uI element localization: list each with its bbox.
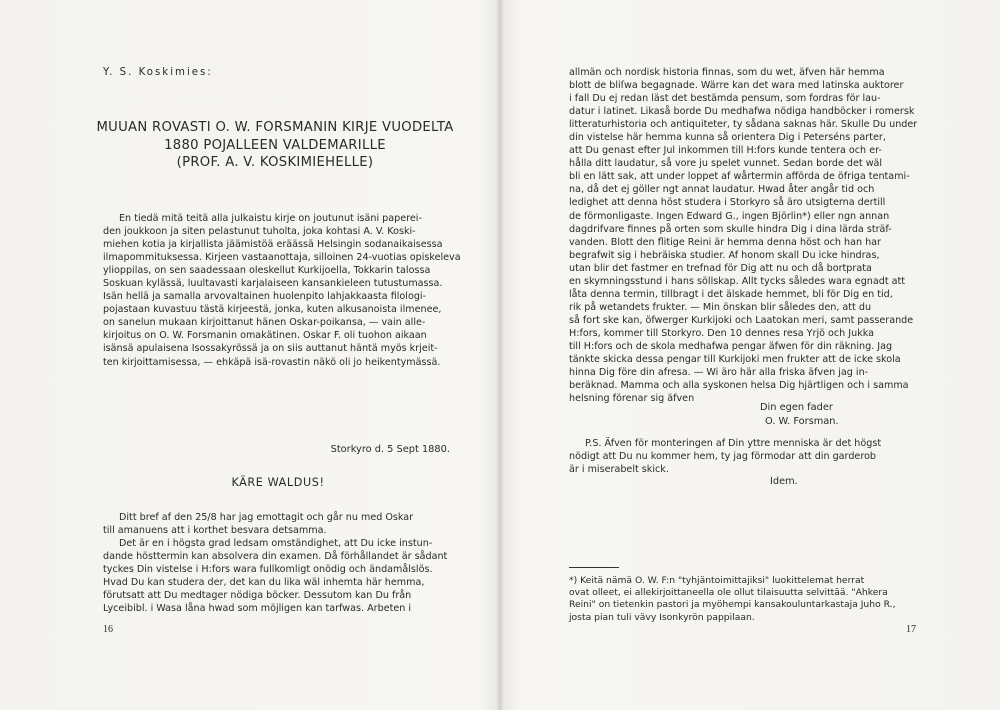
idem-sign: Idem. <box>770 476 798 487</box>
letter-line: hinna Dig före din afresa. — Wi äro här alla friska äfven jag in- <box>569 367 869 379</box>
signature-line-1: Din egen fader <box>760 402 833 413</box>
letter-line: na, då det ej göller ngt annat laudatur. Hwad åter angår tid och <box>569 184 875 196</box>
intro-line: ten kirjoittamisessa, — ehkäpä isä-rovastin näkö oli jo heikentymässä. <box>103 356 441 368</box>
letter-line: din vistelse här hemma kunna så orientera Dig i Peterséns parter, <box>569 132 886 144</box>
page-number-right: 17 <box>906 624 916 635</box>
letter-line: hålla ditt laudatur, så vore ju spelet vunnet. Sedan borde det wäl <box>569 158 883 170</box>
place-date: Storkyro d. 5 Sept 1880. <box>330 444 450 455</box>
title-line-3: (PROF. A. V. KOSKIMIEHELLE) <box>176 155 374 170</box>
letter-line: begrafwit sig i hebräiska studier. Af honom skall Du icke hindras, <box>569 249 880 261</box>
letter-line: rik på wetandets frukter. — Min önskan blir således den, att du <box>569 301 872 313</box>
salutation: KÄRE WALDUS! <box>231 476 325 489</box>
footnote-line: josta pian tuli vävy Isonkyrön pappilaan. <box>569 611 755 623</box>
intro-line: En tiedä mitä teitä alla julkaistu kirje on joutunut isäni paperei- <box>119 213 422 224</box>
letter-line: i fall Du ej redan läst det bestämda pensum, som fordras för lau- <box>569 93 881 105</box>
intro-line: kirjoitus on O. W. Forsmanin omakätinen. Oskar F. oli tuohon aikaan <box>103 330 427 342</box>
intro-line: ilmapommituksessa. Kirjeen vastaanottaja, silloinen 24-vuotias opiskeleva <box>103 252 461 264</box>
letter-line: datur i latinet. Likaså borde Du medhafwa nödiga handböcker i romersk <box>569 106 915 118</box>
intro-line: den joukkoon ja siten pelastunut tuholta, joka kohtasi A. V. Koski- <box>103 226 416 238</box>
letter-line: att Du genast efter Jul inkommen till H:fors kunde tentera och er- <box>569 145 882 157</box>
author-line: Y. S. Koskimies: <box>103 67 213 78</box>
letter-line: tyckes Din vistelse i H:fors wara fullkomligt onödig och ändamålslös. <box>103 564 433 576</box>
right-page <box>500 0 1000 710</box>
title-line-1: MUUAN ROVASTI O. W. FORSMANIN KIRJE VUODELTA <box>96 120 454 135</box>
page-number-left: 16 <box>103 624 113 635</box>
letter-line: de förmonligaste. Ingen Edward G., ingen Björlin*) eller ngn annan <box>569 210 890 222</box>
letter-line: till amanuens att i korthet besvara detsamma. <box>103 525 327 537</box>
letter-body-start <box>103 511 453 615</box>
letter-line: vanden. Blott den flitige Reini är hemma denna höst och han har <box>569 236 881 248</box>
intro-line: Isän hellä ja samalla arvovaltainen huolenpito lahjakkaasta filologi- <box>103 291 427 303</box>
letter-line: ledighet att denna höst studera i Storkyro så äro utsigterna dertill <box>569 197 886 209</box>
title-line-2: 1880 POJALLEEN VALDEMARILLE <box>164 137 386 153</box>
signature-line-2: O. W. Forsman. <box>765 416 839 427</box>
intro-line: pojastaan kuvastuu tästä kirjeestä, jonka, kuten alkusanoista ilmenee, <box>103 304 442 316</box>
footnote-line: Reini" on tietenkin pastori ja myöhempi kansakouluntarkastaja Juho R., <box>569 599 896 611</box>
letter-line: dande hösttermin kan absolvera din examen. Då förhållandet är sådant <box>103 551 448 563</box>
letter-line: Lyceibibl. i Wasa låna hwad som möjligen kan tarfwas. Arbeten i <box>103 603 412 615</box>
intro-line: Soskuan kylässä, luultavasti karjalaiseen kansankieleen tutustumassa. <box>103 278 443 290</box>
signature-block <box>600 401 930 429</box>
footnote <box>569 575 924 624</box>
letter-line: tänkte skicka dessa pengar till Kurkijoki men frukter att de icke skola <box>569 354 901 366</box>
letter-line: bli en lätt sak, att under loppet af wårtermin afförda de öfriga tentami- <box>569 171 910 183</box>
letter-body-continued <box>569 66 924 405</box>
letter-line: beräknad. Mamma och alla syskonen helsa Dig hjärtligen och i samma <box>569 380 909 392</box>
intro-line: miehen kotia ja kirjallista jäämistöä eräässä Helsingin sodanaikaisessa <box>103 239 443 251</box>
letter-line: en skymningsstund i hans söllskap. Allt tycks således wara egnadt att <box>569 275 906 287</box>
letter-line: utan blir det fastmer en trefnad för Dig att nu och då bortprata <box>569 262 872 274</box>
footnote-line: ovat olleet, ei allekirjoittaneella ole ollut tilaisuutta selvittää. "Ahkera <box>569 587 888 599</box>
intro-paragraph <box>103 212 461 369</box>
letter-line: så fort ske kan, öfwerger Kurkijoki och Laatokan meri, samt passerande <box>569 314 914 326</box>
letter-line: till H:fors och de skola medhafwa pengar äfwen för din räkning. Jag <box>569 340 893 352</box>
bleed-through: · · · · · · · · · · · · · · · · · · · · · · · · · · · · · · · · <box>120 96 301 106</box>
footnote-line: *) Keitä nämä O. W. F:n "tyhjäntoimittajiksi" luokittelemat herrat <box>569 575 865 586</box>
postscript <box>569 437 924 476</box>
letter-line: Det är en i högsta grad ledsam omständighet, att Du icke instun- <box>119 538 433 550</box>
letter-line: blott de bliſwa begagnade. Wärre kan det wara med latinska auktorer <box>569 80 904 92</box>
ps-line: är i miserabelt skick. <box>569 464 669 476</box>
ps-line: nödigt att Du nu kommer hem, ty jag förmodar att din garderob <box>569 451 877 463</box>
letter-line: litteraturhistoria och antiquiteter, ty sådana saknas här. Skulle Du under <box>569 119 918 131</box>
footnote-rule <box>569 567 619 568</box>
letter-line: H:fors, kommer till Storkyro. Den 10 dennes resa Yrjö och Jukka <box>569 327 875 339</box>
article-title <box>80 119 470 172</box>
ps-line: P.S. Äfven för monteringen af Din yttre menniska är det högst <box>585 438 882 449</box>
letter-line: Ditt bref af den 25/8 har jag emottagit och går nu med Oskar <box>119 512 414 523</box>
letter-line: allmän och nordisk historia finnas, som du wet, äfven här hemma <box>569 67 885 78</box>
intro-line: isänsä apulaisena Isossakyrössä ja on siis auttanut häntä myös krjeit- <box>103 343 438 355</box>
letter-line: Hvad Du kan studera der, det kan du lika wäl inhemta här hemma, <box>103 577 425 589</box>
letter-line: helsning förenar sig äfven <box>569 393 695 405</box>
letter-line: förutsatt att Du medtager nödiga böcker. Dessutom kan Du från <box>103 590 412 602</box>
letter-line: låta denna termin, tillbragt i det älskade hemmet, bli för Dig en tid, <box>569 288 893 300</box>
intro-line: ylioppilas, on sen saadessaan oleskellut Kurkijoella, Tokkarin talossa <box>103 265 431 277</box>
intro-line: on sanelun mukaan kirjoittanut hänen Oskar-poikansa, — vain alle- <box>103 317 426 329</box>
letter-line: dagdrifvare finnes på orten som skulle hindra Dig i dina lärda sträf- <box>569 223 892 235</box>
